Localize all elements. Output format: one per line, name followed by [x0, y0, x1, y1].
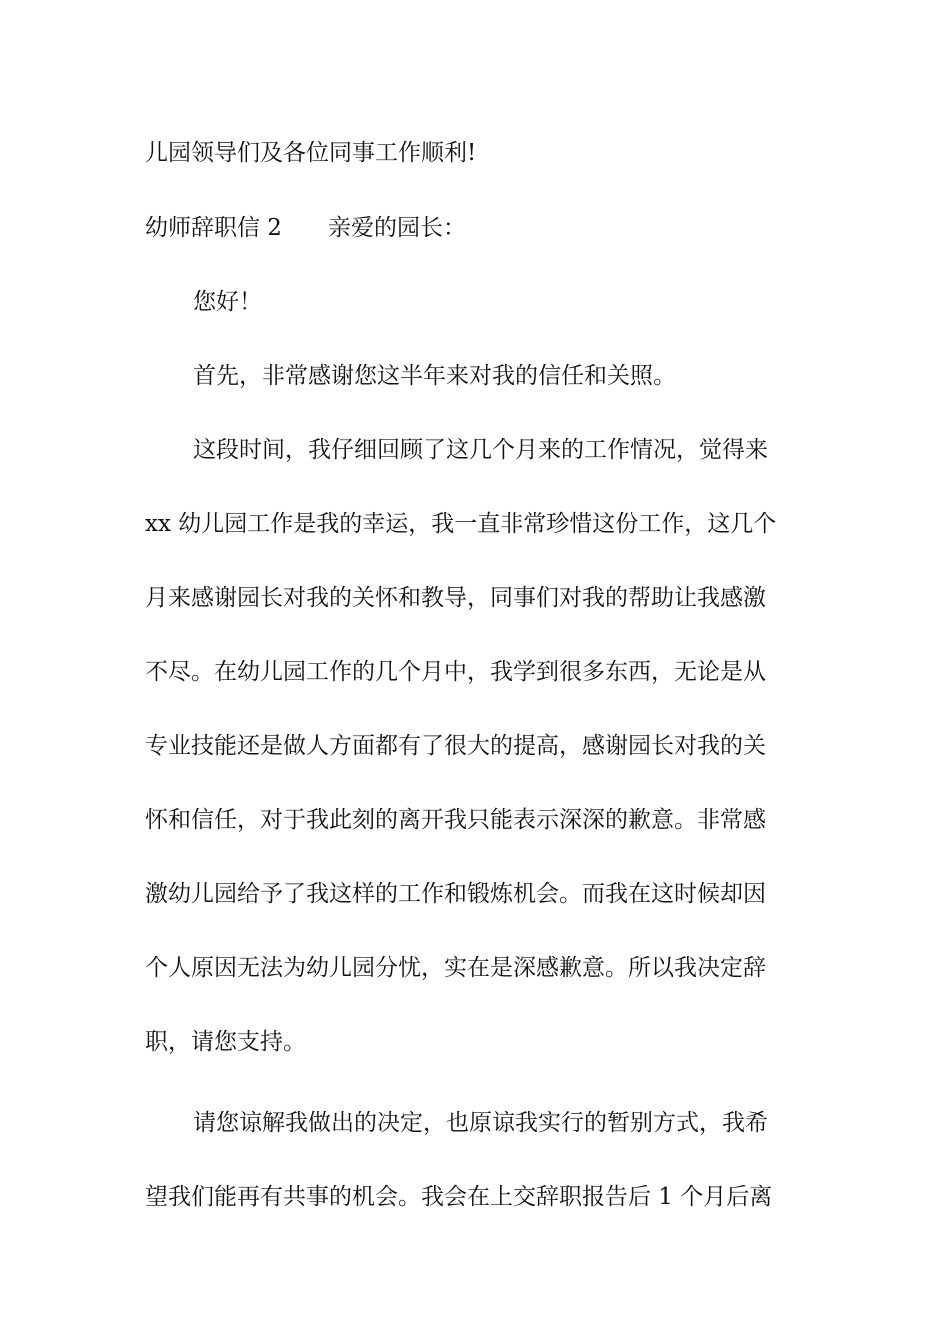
paragraph-line: 个人原因无法为幼儿园分忧，实在是深感歉意。所以我决定辞 — [145, 955, 766, 981]
letter-heading-line — [145, 213, 466, 243]
paragraph-line: 不尽。在幼儿园工作的几个月中，我学到很多东西，无论是从 — [145, 659, 766, 685]
paragraph-line: 专业技能还是做人方面都有了很大的提高，感谢园长对我的关 — [145, 733, 766, 759]
paragraph-line: 请您谅解我做出的决定，也原谅我实行的暂别方式，我希 — [193, 1110, 768, 1136]
letter-title: 幼师辞职信 2 — [145, 215, 282, 241]
letter-salutation: 亲爱的园长： — [327, 215, 466, 241]
paragraph-line: 激幼儿园给予了我这样的工作和锻炼机会。而我在这时候却因 — [145, 881, 766, 907]
greeting-line: 您好！ — [193, 289, 262, 315]
text-line: 儿园领导们及各位同事工作顺利! — [145, 140, 477, 166]
paragraph-line: 首先，非常感谢您这半年来对我的信任和关照。 — [193, 363, 676, 389]
paragraph-line: 望我们能再有共事的机会。我会在上交辞职报告后 1 个月后离 — [145, 1184, 773, 1210]
paragraph-line: xx 幼儿园工作是我的幸运，我一直非常珍惜这份工作，这几个 — [145, 511, 777, 537]
paragraph-line: 怀和信任，对于我此刻的离开我只能表示深深的歉意。非常感 — [145, 807, 766, 833]
paragraph-line: 这段时间，我仔细回顾了这几个月来的工作情况，觉得来 — [193, 437, 768, 463]
paragraph-line: 月来感谢园长对我的关怀和教导，同事们对我的帮助让我感激 — [145, 585, 766, 611]
paragraph-line: 职，请您支持。 — [145, 1029, 306, 1055]
